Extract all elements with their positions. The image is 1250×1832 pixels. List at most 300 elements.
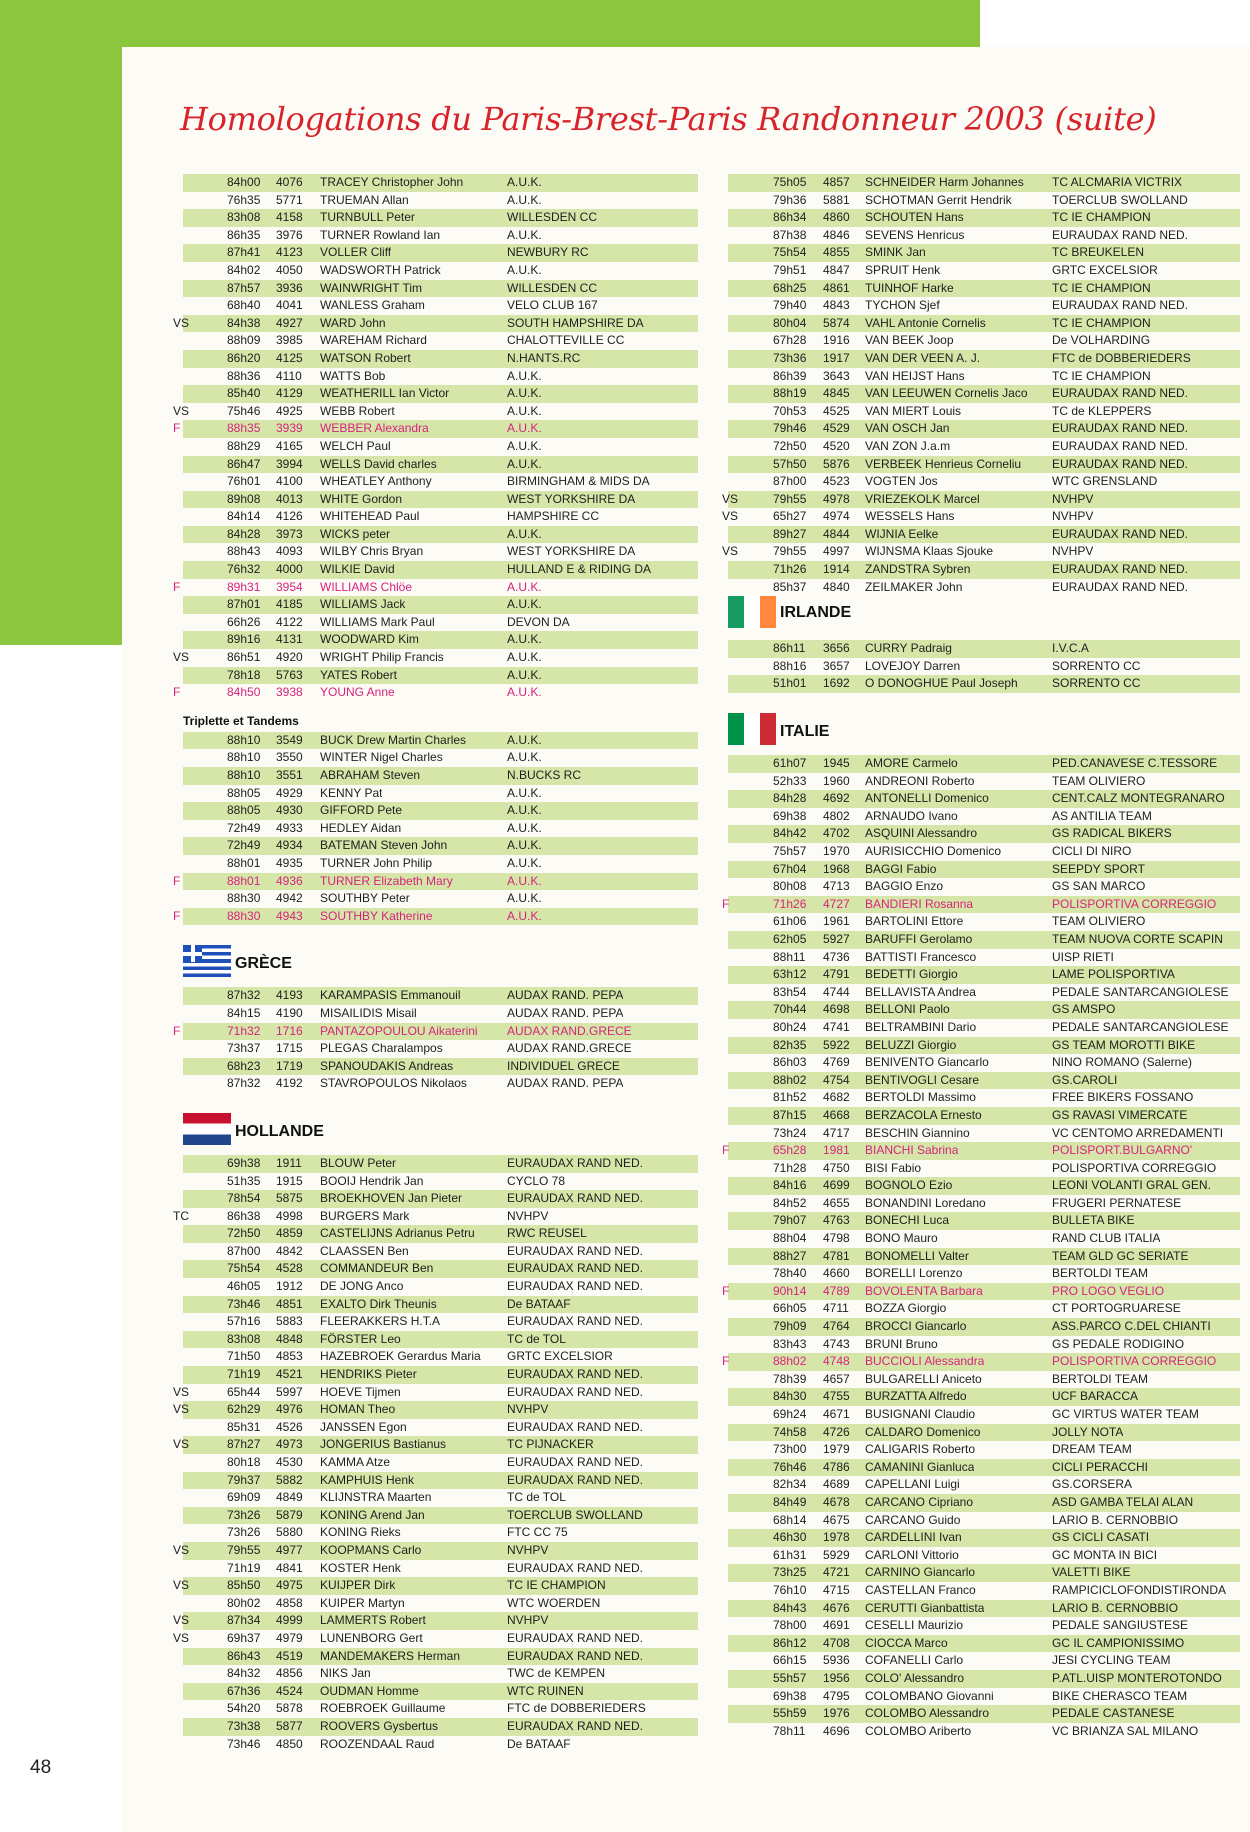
club-name: POLISPORT.BULGARNO' [1052,1143,1193,1158]
table-row [173,1208,698,1226]
frame-number: 4754 [823,1072,850,1087]
finish-time: 83h43 [773,1336,807,1351]
rider-name: WILLIAMS Mark Paul [320,614,435,629]
table-row [728,825,1240,843]
table-row [728,1001,1240,1019]
table-row [183,508,698,526]
club-name: PEDALE SANTARCANGIOLESE [1052,984,1229,999]
frame-number: 4713 [823,879,850,894]
table-row [183,667,698,685]
category-mark: VS [173,403,190,418]
club-name: I.V.C.A [1052,641,1089,656]
rider-name: COLOMBO Ariberto [865,1723,972,1738]
club-name: PRO LOGO VEGLIO [1052,1283,1165,1298]
frame-number: 4158 [276,210,303,225]
club-name: A.U.K. [507,632,542,647]
club-name: TEAM NUOVA CORTE SCAPIN [1052,931,1223,946]
club-name: De VOLHARDING [1052,333,1151,348]
table-row [173,1023,698,1041]
frame-number: 4743 [823,1336,850,1351]
club-name: EURAUDAX RAND NED. [1052,227,1189,242]
finish-time: 86h51 [227,650,261,665]
finish-time: 73h00 [773,1442,807,1457]
frame-number: 4000 [276,562,303,577]
finish-time: 79h55 [773,491,807,506]
rider-name: HEDLEY Aidan [320,820,402,835]
table-row [183,1736,698,1754]
finish-time: 75h05 [773,175,807,189]
club-name: EURAUDAX RAND NED. [1052,421,1189,436]
frame-number: 5883 [276,1314,303,1329]
club-name: EURAUDAX RAND NED. [507,1419,644,1434]
table-row [728,1019,1240,1037]
table-row [183,1507,698,1525]
frame-number: 4678 [823,1494,850,1509]
finish-time: 84h38 [227,315,261,330]
finish-time: 88h16 [773,658,807,673]
frame-number: 4708 [823,1635,850,1650]
rider-name: WIJNSMA Klaas Sjouke [865,544,994,559]
finish-time: 88h30 [227,908,261,923]
table-row [728,843,1240,861]
frame-number: 4925 [276,403,303,418]
table-row [173,1630,698,1648]
finish-time: 62h05 [773,931,807,946]
finish-time: 79h55 [773,544,807,559]
rider-name: VOLLER Cliff [320,245,392,260]
flag-cross [183,945,202,962]
table-row [728,1336,1240,1354]
club-name: GS.CAROLI [1052,1072,1118,1087]
category-mark: F [173,421,181,436]
club-name: A.U.K. [507,750,542,765]
rider-name: KUIJPER Dirk [320,1578,396,1593]
finish-time: 88h01 [227,855,261,870]
rider-name: KOOPMANS Carlo [320,1542,422,1557]
rider-name: TRUEMAN Allan [320,192,409,207]
frame-number: 4850 [276,1736,303,1751]
table-row [728,1529,1240,1547]
club-name: TC BREUKELEN [1052,245,1145,260]
table-row [728,1652,1240,1670]
frame-number: 4930 [276,803,303,818]
frame-number: 4781 [823,1248,850,1263]
club-name: NVHPV [1052,491,1094,506]
table-row [183,1366,698,1384]
club-name: EURAUDAX RAND NED. [1052,386,1189,401]
club-name: AUDAX RAND. PEPA [507,1005,624,1020]
finish-time: 88h02 [773,1072,807,1087]
club-name: DEVON DA [507,614,570,629]
frame-number: 4845 [823,386,850,401]
finish-time: 67h04 [773,861,807,876]
frame-number: 4791 [823,967,850,982]
rider-name: SPRUIT Henk [865,262,941,277]
club-name: TC ALCMARIA VICTRIX [1052,175,1183,189]
rider-name: STAVROPOULOS Nikolaos [320,1076,467,1091]
rider-name: BURZATTA Alfredo [865,1389,967,1404]
category-mark: VS [173,1542,190,1557]
rider-name: VAN DER VEEN A. J. [865,350,981,365]
table-row [183,1260,698,1278]
club-name: FRUGERI PERNATESE [1052,1195,1182,1210]
rider-name: YOUNG Anne [320,685,395,700]
club-name: POLISPORTIVA CORREGGIO [1052,1160,1217,1175]
club-name: TOERCLUB SWOLLAND [1052,192,1188,207]
club-name: FTC de DOBBERIEDERS [507,1701,646,1716]
frame-number: 4726 [823,1424,850,1439]
frame-number: 4691 [823,1618,850,1633]
club-name: A.U.K. [507,386,542,401]
rider-name: CERUTTI Gianbattista [865,1600,985,1615]
finish-time: 74h58 [773,1424,807,1439]
rider-name: BOZZA Giorgio [865,1301,947,1316]
rider-name: WINTER Nigel Charles [320,750,443,765]
rider-name: COFANELLI Carlo [865,1653,964,1668]
rider-name: TRACEY Christopher John [320,175,464,189]
table-row [173,908,698,926]
club-name: EURAUDAX RAND NED. [507,1718,644,1733]
club-name: NEWBURY RC [507,245,589,260]
table-row [728,984,1240,1002]
rider-name: BELLAVISTA Andrea [865,984,976,999]
frame-number: 4848 [276,1331,303,1346]
club-name: NVHPV [1052,544,1094,559]
finish-time: 63h12 [773,967,807,982]
table-row [728,1054,1240,1072]
table-row [183,1489,698,1507]
rider-name: FLEERAKKERS H.T.A [320,1314,441,1329]
club-name: DREAM TEAM [1052,1442,1132,1457]
frame-number: 4717 [823,1125,850,1140]
frame-number: 1715 [276,1041,303,1056]
rider-name: WILKIE David [320,562,395,577]
table-row [183,1005,698,1023]
frame-number: 4846 [823,227,850,242]
rider-name: CAPELLANI Luigi [865,1477,960,1492]
table-row [183,1040,698,1058]
club-name: GS RADICAL BIKERS [1052,826,1172,841]
table-row [183,174,698,192]
rider-name: BAGGI Fabio [865,861,937,876]
rider-name: COLOMBANO Giovanni [865,1688,994,1703]
club-name: EURAUDAX RAND NED. [507,1630,644,1645]
club-name: GS.CORSERA [1052,1477,1133,1492]
frame-number: 5877 [276,1718,303,1733]
table-row [728,297,1240,315]
finish-time: 54h20 [227,1701,261,1716]
table-row [173,873,698,891]
rider-name: ZEILMAKER John [865,579,963,594]
club-name: N.BUCKS RC [507,768,582,782]
club-name: RAMPICICLOFONDISTIRONDA [1052,1582,1227,1597]
finish-time: 88h19 [773,386,807,401]
club-name: VELO CLUB 167 [507,298,598,313]
frame-number: 5771 [276,192,303,207]
table-row [183,332,698,350]
table-row [183,1419,698,1437]
finish-time: 55h59 [773,1706,807,1721]
finish-time: 84h43 [773,1600,807,1615]
table-row [183,767,698,785]
table-row [183,280,698,298]
finish-time: 86h38 [227,1208,261,1223]
rider-name: KOSTER Henk [320,1560,401,1575]
frame-number: 4682 [823,1090,850,1105]
table-row [183,1155,698,1173]
rider-name: VAN HEIJST Hans [865,368,965,383]
frame-number: 4660 [823,1266,850,1281]
finish-time: 66h05 [773,1301,807,1316]
club-name: EURAUDAX RAND NED. [507,1648,644,1663]
frame-number: 4190 [276,1005,303,1020]
rider-name: COMMANDEUR Ben [320,1261,434,1276]
rider-name: BENTIVOGLI Cesare [865,1072,980,1087]
finish-time: 87h32 [227,1076,261,1091]
rider-name: BUSIGNANI Claudio [865,1407,976,1421]
club-name: BULLETA BIKE [1052,1213,1135,1228]
finish-time: 57h50 [773,456,807,471]
table-row [183,1190,698,1208]
finish-time: 81h52 [773,1090,807,1105]
finish-time: 73h25 [773,1565,807,1580]
table-row [183,1560,698,1578]
rider-name: ASQUINI Alessandro [865,826,978,841]
frame-number: 4842 [276,1243,303,1258]
rider-name: BELUZZI Giorgio [865,1037,957,1052]
frame-number: 4975 [276,1578,303,1593]
finish-time: 80h18 [227,1455,261,1469]
table-row [183,1718,698,1736]
rider-name: BONO Mauro [865,1231,938,1246]
rider-name: PANTAZOPOULOU Aikaterini [320,1023,478,1038]
finish-time: 73h36 [773,350,807,365]
rider-name: KUIPER Martyn [320,1595,405,1610]
rider-name: BANDIERI Rosanna [865,896,974,911]
frame-number: 4979 [276,1630,303,1645]
frame-number: 4692 [823,791,850,806]
finish-time: 73h37 [227,1041,261,1056]
frame-number: 4100 [276,474,303,489]
club-name: A.U.K. [507,421,542,436]
club-name: TC PIJNACKER [507,1437,594,1452]
club-name: SORRENTO CC [1052,658,1141,673]
rider-name: BONANDINI Loredano [865,1195,986,1210]
frame-number: 3657 [823,658,850,673]
rider-name: LAMMERTS Robert [320,1613,426,1628]
finish-time: 87h34 [227,1613,261,1628]
club-name: VC CENTOMO ARREDAMENTI [1052,1125,1224,1140]
category-mark: VS [173,1437,190,1452]
rider-name: ROOZENDAAL Raud [320,1736,435,1751]
finish-time: 79h40 [773,298,807,313]
club-name: GS RAVASI VIMERCATE [1052,1107,1188,1122]
table-row [728,658,1240,676]
club-name: A.U.K. [507,685,542,700]
table-row [722,1353,1240,1371]
table-row [722,1142,1240,1160]
rider-name: BRUNI Bruno [865,1336,938,1351]
club-name: TC IE CHAMPION [507,1578,606,1593]
table-row [728,526,1240,544]
rider-name: JONGERIUS Bastianus [320,1437,447,1452]
finish-time: 85h37 [773,579,807,594]
rider-name: VOGTEN Jos [865,474,938,489]
frame-number: 4013 [276,491,303,506]
club-name: PEDALE SANTARCANGIOLESE [1052,1019,1229,1034]
table-row [183,785,698,803]
frame-number: 4524 [276,1683,303,1698]
club-name: AUDAX RAND.GRECE [507,1041,632,1056]
frame-number: 4129 [276,386,303,401]
rider-name: BLOUW Peter [320,1155,397,1170]
table-row [183,820,698,838]
finish-time: 88h35 [227,421,261,436]
frame-number: 4935 [276,855,303,870]
club-name: JOLLY NOTA [1052,1424,1124,1439]
club-name: EURAUDAX RAND NED. [507,1314,644,1329]
club-name: A.U.K. [507,368,542,383]
table-row [183,385,698,403]
rider-name: WEATHERILL Ian Victor [320,386,450,401]
frame-number: 4123 [276,245,303,260]
rider-name: VAN ZON J.a.m [865,438,951,453]
club-name: EURAUDAX RAND NED. [1052,562,1189,577]
club-name: FTC CC 75 [507,1525,568,1540]
finish-time: 88h36 [227,368,261,383]
frame-number: 4942 [276,891,303,906]
table-row [728,1265,1240,1283]
finish-time: 88h02 [773,1354,807,1369]
finish-time: 87h57 [227,280,261,295]
table-row [728,1037,1240,1055]
frame-number: 4721 [823,1565,850,1580]
club-name: TEAM OLIVIERO [1052,914,1146,929]
frame-number: 4050 [276,262,303,277]
club-name: LARIO B. CERNOBBIO [1052,1600,1179,1615]
club-name: TC de TOL [507,1331,566,1346]
club-name: GS SAN MARCO [1052,879,1146,894]
table-row [728,1125,1240,1143]
frame-number: 4847 [823,262,850,277]
finish-time: 86h03 [773,1055,807,1070]
table-row [728,209,1240,227]
club-name: HULLAND E & RIDING DA [507,562,652,577]
frame-number: 4193 [276,988,303,1003]
rider-name: BOGNOLO Ezio [865,1178,953,1193]
table-row [728,262,1240,280]
frame-number: 4696 [823,1723,850,1738]
table-row [183,227,698,245]
finish-time: 61h31 [773,1547,807,1562]
frame-number: 1916 [823,333,850,348]
finish-time: 69h38 [773,808,807,823]
table-row [728,561,1240,579]
club-name: A.U.K. [507,175,542,189]
country-name: ITALIE [780,723,830,741]
finish-time: 84h30 [773,1389,807,1404]
club-name: UCF BARACCA [1052,1389,1139,1404]
finish-time: 79h07 [773,1213,807,1228]
category-mark: F [173,873,181,888]
club-name: A.U.K. [507,456,542,471]
frame-number: 5876 [823,456,850,471]
club-name: A.U.K. [507,579,542,594]
finish-time: 71h32 [227,1023,261,1038]
club-name: NINO ROMANO (Salerne) [1052,1055,1193,1070]
frame-number: 4769 [823,1055,850,1070]
rider-name: BELLONI Paolo [865,1002,950,1017]
rider-name: KAMMA Atze [320,1455,391,1469]
frame-number: 4855 [823,245,850,260]
rider-name: WELCH Paul [320,438,391,453]
club-name: A.U.K. [507,908,542,923]
club-name: GRTC EXCELSIOR [1052,262,1158,277]
finish-time: 88h05 [227,803,261,818]
finish-time: 79h09 [773,1319,807,1334]
finish-time: 82h34 [773,1477,807,1492]
club-name: EURAUDAX RAND NED. [507,1191,644,1206]
finish-time: 80h24 [773,1019,807,1034]
rider-name: HAZEBROEK Gerardus Maria [320,1349,481,1364]
frame-number: 4933 [276,820,303,835]
finish-time: 84h00 [227,175,261,189]
table-row [183,1313,698,1331]
rider-name: COLO' Alessandro [865,1670,965,1685]
finish-time: 87h27 [227,1437,261,1452]
club-name: A.U.K. [507,526,542,541]
finish-time: 76h46 [773,1459,807,1474]
club-name: TEAM OLIVIERO [1052,773,1146,788]
frame-number: 4750 [823,1160,850,1175]
finish-time: 71h19 [227,1367,261,1382]
rider-name: OUDMAN Homme [320,1683,419,1698]
frame-number: 4530 [276,1455,303,1469]
frame-number: 4655 [823,1195,850,1210]
club-name: CT PORTOGRUARESE [1052,1301,1181,1316]
frame-number: 4764 [823,1319,850,1334]
club-name: A.U.K. [507,820,542,835]
frame-number: 4977 [276,1542,303,1557]
frame-number: 3938 [276,685,303,700]
table-row [183,262,698,280]
frame-number: 3551 [276,768,303,782]
finish-time: 86h34 [773,210,807,225]
table-row [728,1512,1240,1530]
finish-time: 69h24 [773,1407,807,1421]
rider-name: BULGARELLI Aniceto [865,1371,982,1386]
finish-time: 83h08 [227,210,261,225]
table-row [728,1582,1240,1600]
table-row [183,543,698,561]
club-name: CYCLO 78 [507,1173,566,1188]
rider-name: WOODWARD Kim [320,632,419,647]
club-name: TC IE CHAMPION [1052,280,1151,295]
italy-flag-icon [728,713,776,745]
finish-time: 88h01 [227,873,261,888]
club-name: UISP RIETI [1052,949,1114,964]
rider-name: BATEMAN Steven John [320,838,448,853]
finish-time: 86h35 [227,227,261,242]
frame-number: 1970 [823,844,850,858]
table-row [728,1635,1240,1653]
rider-name: KENNY Pat [320,785,383,800]
rider-name: HOEVE Tijmen [320,1384,401,1399]
finish-time: 87h38 [773,227,807,242]
finish-time: 79h37 [227,1472,261,1487]
club-name: FTC de DOBBERIEDERS [1052,350,1191,365]
table-row [183,1700,698,1718]
